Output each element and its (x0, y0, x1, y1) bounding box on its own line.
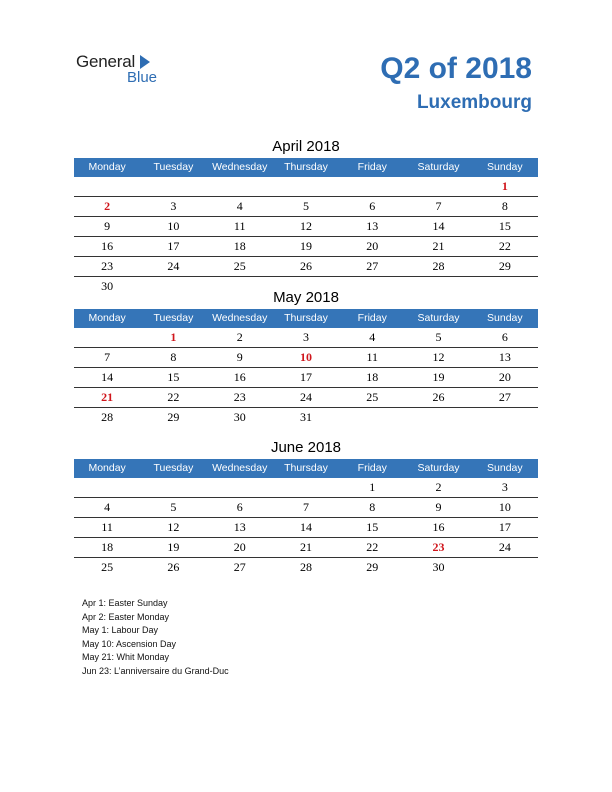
day-cell: 27 (233, 560, 246, 574)
day-cell (339, 408, 405, 427)
day-cell: 16 (432, 520, 445, 534)
day-cell: 25 (366, 390, 379, 404)
day-cell: 13 (233, 520, 246, 534)
weekday-header (74, 459, 538, 478)
day-cell: 27 (498, 390, 511, 404)
day-cell: 13 (498, 350, 511, 364)
weekday-label: Friday (357, 161, 387, 173)
day-cell: 19 (299, 239, 312, 253)
holiday-note: May 10: Ascension Day (82, 638, 177, 649)
day-cell: 28 (101, 410, 114, 424)
day-cell: 7 (302, 500, 309, 514)
week-row (74, 498, 538, 518)
day-cell: 6 (236, 500, 243, 514)
holiday-note: May 1: Labour Day (82, 625, 159, 635)
week-row (74, 408, 538, 427)
day-cell: 21 (101, 390, 114, 404)
weekday-label: Sunday (487, 462, 523, 474)
page-title: Q2 of 2018 (380, 52, 532, 85)
day-cell: 12 (299, 219, 312, 233)
weekday-label: Saturday (417, 312, 460, 324)
weekday-label: Tuesday (153, 462, 194, 474)
day-cell: 2 (236, 330, 243, 344)
day-cell: 3 (170, 199, 177, 213)
holiday-note: May 21: Whit Monday (82, 652, 170, 662)
day-cell: 11 (101, 520, 113, 534)
day-cell: 18 (101, 540, 114, 554)
day-cell (74, 478, 140, 497)
week-row (74, 237, 538, 257)
weekday-header (74, 158, 538, 177)
weekday-label: Tuesday (153, 312, 194, 324)
day-cell: 20 (233, 540, 246, 554)
day-cell: 3 (501, 480, 508, 494)
day-cell: 15 (498, 219, 511, 233)
day-cell: 28 (299, 560, 312, 574)
day-cell: 9 (435, 500, 442, 514)
day-cell (472, 408, 538, 427)
day-cell: 7 (435, 199, 442, 213)
day-cell: 4 (104, 500, 111, 514)
logo-triangle-icon (140, 55, 150, 69)
weekday-label: Wednesday (212, 312, 268, 324)
day-cell (74, 177, 140, 196)
day-cell: 9 (104, 219, 111, 233)
day-cell: 2 (104, 199, 111, 213)
day-cell: 2 (435, 480, 442, 494)
weekday-label: Friday (357, 312, 387, 324)
holiday-note: Apr 1: Easter Sunday (82, 598, 168, 608)
week-row (74, 197, 538, 217)
page-subtitle: Luxembourg (416, 92, 532, 113)
day-cell: 8 (170, 350, 177, 364)
day-cell: 10 (167, 219, 180, 233)
day-cell: 24 (167, 259, 180, 273)
day-cell: 1 (170, 330, 177, 344)
day-cell: 9 (236, 350, 243, 364)
weekday-label: Wednesday (212, 161, 268, 173)
day-cell: 19 (432, 370, 445, 384)
day-cell: 6 (369, 199, 376, 213)
day-cell: 22 (167, 390, 180, 404)
day-cell: 23 (432, 540, 445, 554)
day-cell (74, 328, 140, 347)
day-cell: 15 (366, 520, 379, 534)
day-cell (273, 177, 339, 196)
month-may (74, 287, 538, 427)
weekday-label: Tuesday (153, 161, 194, 173)
week-row (74, 518, 538, 538)
weekday-label: Sunday (487, 312, 523, 324)
day-cell (339, 177, 405, 196)
day-cell: 5 (435, 330, 442, 344)
day-cell: 30 (101, 279, 114, 293)
day-cell: 11 (233, 219, 246, 233)
day-cell: 30 (432, 560, 445, 574)
weekday-label: Monday (88, 462, 126, 474)
day-cell: 29 (366, 560, 379, 574)
day-cell: 17 (299, 370, 312, 384)
day-cell: 29 (167, 410, 180, 424)
day-cell: 21 (432, 239, 445, 253)
day-cell: 18 (233, 239, 246, 253)
weekday-label: Sunday (487, 161, 523, 173)
day-cell: 20 (498, 370, 511, 384)
day-cell: 21 (299, 540, 312, 554)
day-cell (472, 558, 538, 577)
day-cell: 17 (167, 239, 180, 253)
month-title: June 2018 (270, 439, 342, 456)
weekday-label: Thursday (284, 462, 328, 474)
week-row (74, 217, 538, 237)
day-cell: 10 (299, 350, 312, 364)
day-cell: 14 (101, 370, 114, 384)
day-cell: 10 (498, 500, 511, 514)
day-cell: 25 (101, 560, 114, 574)
day-cell: 4 (236, 199, 243, 213)
day-cell (405, 408, 471, 427)
week-row (74, 388, 538, 408)
day-cell: 20 (366, 239, 379, 253)
holiday-note: Jun 23: L’anniversaire du Grand-Duc (82, 665, 229, 676)
day-cell: 30 (233, 410, 246, 424)
day-cell: 1 (369, 480, 376, 494)
weekday-header (74, 309, 538, 328)
day-cell (207, 478, 273, 497)
month-title: May 2018 (273, 289, 339, 306)
day-cell (140, 478, 206, 497)
day-cell: 1 (501, 179, 508, 193)
month-title: April 2018 (272, 138, 340, 155)
logo-general-text: General (76, 52, 136, 71)
day-cell: 31 (299, 410, 312, 424)
day-cell: 7 (104, 350, 111, 364)
day-cell: 23 (101, 259, 114, 273)
month-april (74, 136, 538, 296)
day-cell: 3 (302, 330, 309, 344)
day-cell: 26 (432, 390, 445, 404)
day-cell: 17 (498, 520, 511, 534)
day-cell: 23 (233, 390, 246, 404)
weekday-label: Thursday (284, 161, 328, 173)
week-row (74, 558, 538, 577)
holiday-notes (82, 597, 229, 678)
day-cell: 19 (167, 540, 180, 554)
week-row (74, 538, 538, 558)
day-cell: 25 (233, 259, 246, 273)
weekday-label: Monday (88, 312, 126, 324)
day-cell (405, 177, 471, 196)
day-cell: 29 (498, 259, 511, 273)
day-cell: 18 (366, 370, 379, 384)
week-row (74, 177, 538, 197)
weekday-label: Saturday (417, 462, 460, 474)
day-cell: 22 (366, 540, 379, 554)
day-cell: 14 (432, 219, 445, 233)
day-cell (140, 177, 206, 196)
day-cell: 8 (501, 199, 508, 213)
weekday-label: Wednesday (212, 462, 268, 474)
day-cell: 11 (366, 350, 379, 364)
day-cell: 12 (167, 520, 180, 534)
week-row (74, 368, 538, 388)
day-cell: 24 (299, 390, 312, 404)
logo-blue-text: Blue (127, 69, 158, 86)
day-cell: 4 (369, 330, 376, 344)
weekday-label: Saturday (417, 161, 460, 173)
day-cell: 24 (498, 540, 511, 554)
day-cell: 14 (299, 520, 312, 534)
week-row (74, 348, 538, 368)
day-cell: 16 (101, 239, 114, 253)
day-cell: 28 (432, 259, 445, 273)
week-row (74, 478, 538, 498)
day-cell: 6 (501, 330, 508, 344)
day-cell: 12 (432, 350, 445, 364)
weekday-label: Monday (88, 161, 126, 173)
logo (76, 52, 176, 88)
week-row (74, 328, 538, 348)
day-cell: 22 (498, 239, 511, 253)
day-cell: 26 (299, 259, 312, 273)
day-cell: 5 (170, 500, 177, 514)
week-row (74, 257, 538, 277)
day-cell: 13 (366, 219, 379, 233)
day-cell: 16 (233, 370, 246, 384)
day-cell: 26 (167, 560, 180, 574)
month-june (74, 437, 538, 577)
day-cell: 8 (369, 500, 376, 514)
day-cell: 15 (167, 370, 180, 384)
day-cell: 5 (302, 199, 309, 213)
day-cell: 27 (366, 259, 379, 273)
day-cell (273, 478, 339, 497)
weekday-label: Thursday (284, 312, 328, 324)
holiday-note: Apr 2: Easter Monday (82, 611, 170, 622)
day-cell (207, 177, 273, 196)
weekday-label: Friday (357, 462, 387, 474)
